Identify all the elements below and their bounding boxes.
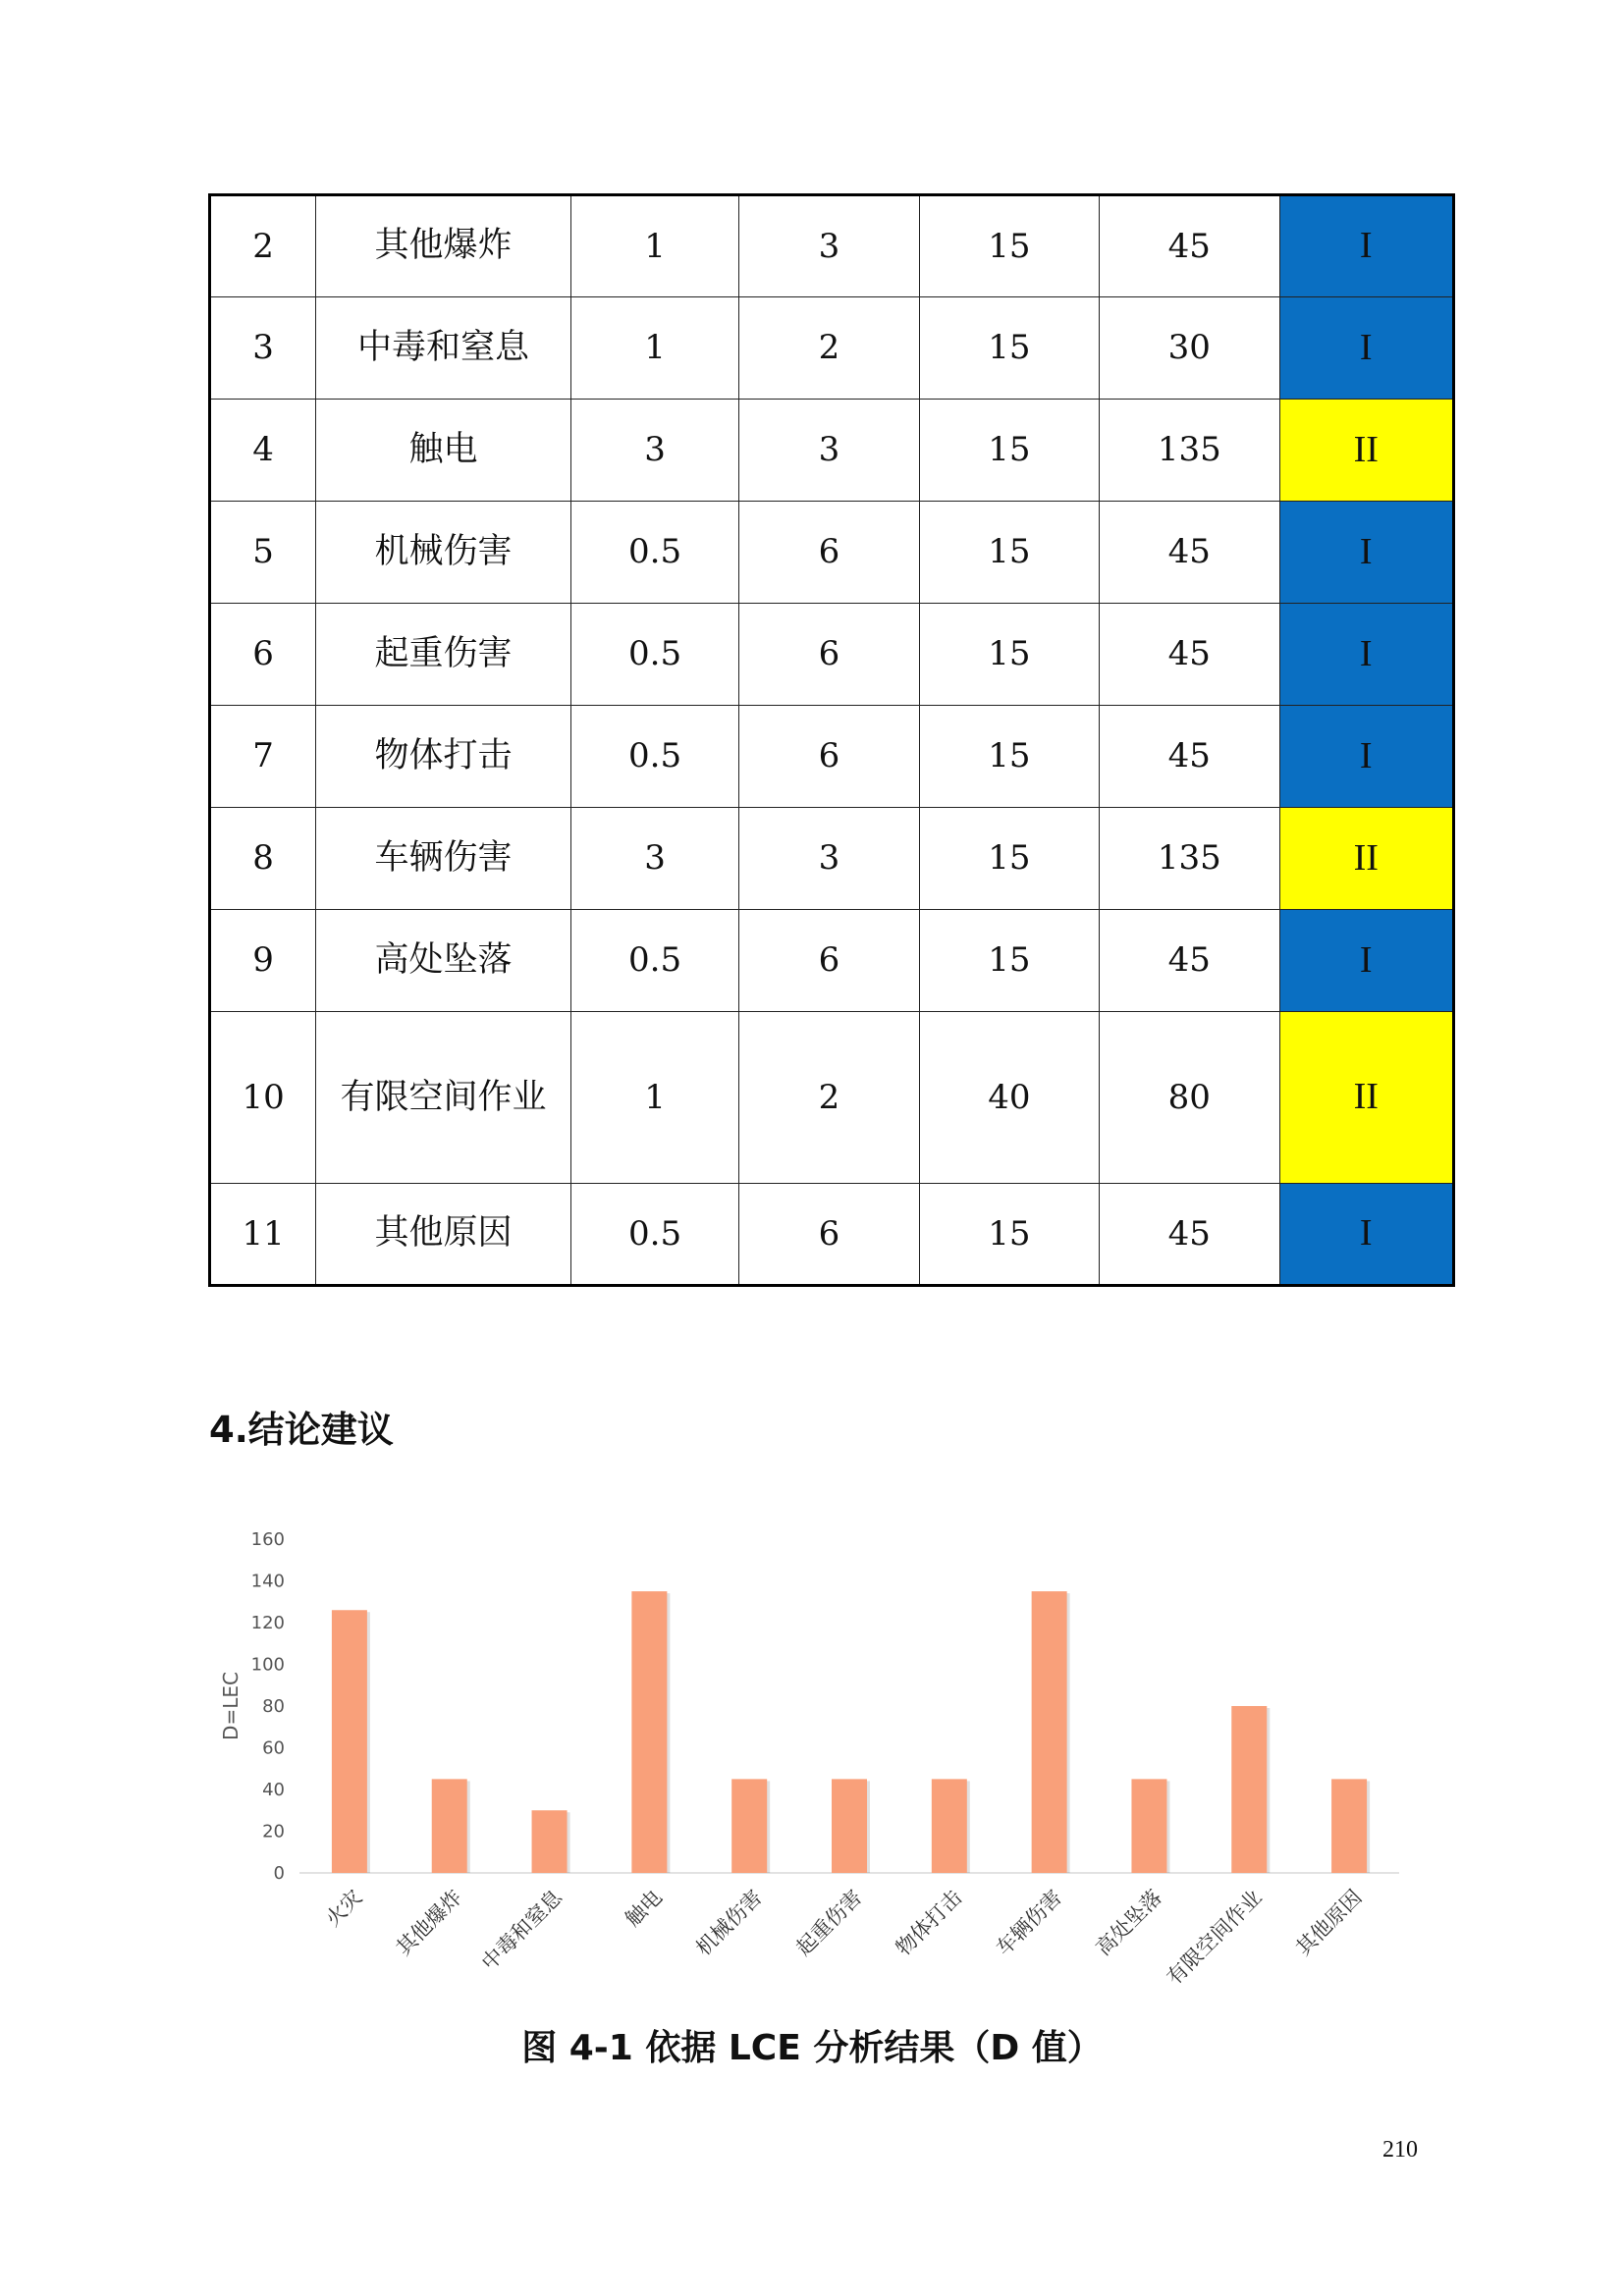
bar [1231, 1706, 1267, 1873]
consequence-cell: 15 [919, 297, 1099, 400]
category-label: 有限空间作业 [1162, 1885, 1267, 1990]
hazard-name-cell: 触电 [316, 400, 571, 502]
category-label: 高处坠落 [1091, 1885, 1166, 1960]
bar [1331, 1779, 1367, 1873]
row-number-cell: 6 [210, 604, 316, 706]
likelihood-cell: 3 [570, 808, 738, 910]
likelihood-cell: 1 [570, 297, 738, 400]
y-tick-label: 0 [273, 1863, 285, 1884]
category-label: 物体打击 [891, 1885, 967, 1960]
consequence-cell: 15 [919, 400, 1099, 502]
exposure-cell: 6 [739, 706, 919, 808]
exposure-cell: 3 [739, 808, 919, 910]
consequence-cell: 15 [919, 195, 1099, 297]
category-label: 中毒和窒息 [476, 1885, 568, 1975]
exposure-cell: 6 [739, 910, 919, 1012]
table-row [210, 297, 1454, 400]
likelihood-cell: 0.5 [570, 910, 738, 1012]
hazard-name-cell: 中毒和窒息 [316, 297, 571, 400]
bar [731, 1779, 767, 1873]
exposure-cell: 6 [739, 502, 919, 604]
y-tick-label: 160 [250, 1529, 285, 1550]
y-tick-label: 100 [250, 1654, 285, 1676]
likelihood-cell: 0.5 [570, 1184, 738, 1286]
hazard-name-cell: 其他原因 [316, 1184, 571, 1286]
table-row [210, 604, 1454, 706]
row-number-cell: 2 [210, 195, 316, 297]
category-label: 起重伤害 [791, 1885, 867, 1960]
d-value-cell: 80 [1100, 1012, 1279, 1184]
d-value-cell: 45 [1100, 1184, 1279, 1286]
consequence-cell: 40 [919, 1012, 1099, 1184]
risk-grade-cell: II [1279, 808, 1453, 910]
risk-grade-cell: I [1279, 502, 1453, 604]
bar [832, 1779, 867, 1873]
row-number-cell: 10 [210, 1012, 316, 1184]
category-label: 触电 [621, 1885, 667, 1932]
risk-grade-cell: I [1279, 195, 1453, 297]
d-value-cell: 45 [1100, 910, 1279, 1012]
d-value-cell: 135 [1100, 400, 1279, 502]
row-number-cell: 8 [210, 808, 316, 910]
table-row [210, 706, 1454, 808]
exposure-cell: 6 [739, 1184, 919, 1286]
risk-grade-cell: I [1279, 297, 1453, 400]
table-row [210, 195, 1454, 297]
risk-grade-cell: I [1279, 1184, 1453, 1286]
row-number-cell: 4 [210, 400, 316, 502]
table-body [210, 195, 1454, 1286]
bar [432, 1779, 467, 1873]
bar [532, 1810, 568, 1873]
table-row [210, 808, 1454, 910]
consequence-cell: 15 [919, 706, 1099, 808]
category-label: 其他原因 [1291, 1885, 1367, 1960]
section-heading: 4.结论建议 [209, 1409, 394, 1451]
row-number-cell: 5 [210, 502, 316, 604]
exposure-cell: 3 [739, 195, 919, 297]
bar [1131, 1779, 1166, 1873]
table-row [210, 1012, 1454, 1184]
row-number-cell: 11 [210, 1184, 316, 1286]
y-tick-label: 120 [250, 1613, 285, 1633]
exposure-cell: 3 [739, 400, 919, 502]
y-tick-label: 140 [250, 1571, 285, 1592]
d-value-cell: 135 [1100, 808, 1279, 910]
d-value-cell: 45 [1100, 502, 1279, 604]
table-row [210, 502, 1454, 604]
d-value-cell: 45 [1100, 706, 1279, 808]
consequence-cell: 15 [919, 502, 1099, 604]
category-label: 车辆伤害 [991, 1885, 1067, 1960]
likelihood-cell: 0.5 [570, 706, 738, 808]
likelihood-cell: 3 [570, 400, 738, 502]
hazard-name-cell: 车辆伤害 [316, 808, 571, 910]
hazard-name-cell: 物体打击 [316, 706, 571, 808]
bar [932, 1779, 967, 1873]
risk-grade-cell: I [1279, 604, 1453, 706]
hazard-name-cell: 有限空间作业 [316, 1012, 571, 1184]
bar [332, 1610, 367, 1873]
d-value-cell: 45 [1100, 195, 1279, 297]
likelihood-cell: 0.5 [570, 604, 738, 706]
likelihood-cell: 1 [570, 1012, 738, 1184]
risk-grade-cell: I [1279, 706, 1453, 808]
consequence-cell: 15 [919, 910, 1099, 1012]
table-row [210, 400, 1454, 502]
hazard-name-cell: 其他爆炸 [316, 195, 571, 297]
bar [1032, 1591, 1067, 1873]
hazard-name-cell: 机械伤害 [316, 502, 571, 604]
table-row [210, 910, 1454, 1012]
hazard-name-cell: 起重伤害 [316, 604, 571, 706]
row-number-cell: 3 [210, 297, 316, 400]
category-label: 火灾 [320, 1885, 367, 1932]
y-tick-label: 40 [262, 1780, 285, 1800]
category-label: 其他爆炸 [391, 1885, 467, 1960]
risk-grade-cell: II [1279, 1012, 1453, 1184]
y-tick-label: 60 [262, 1737, 285, 1759]
likelihood-cell: 0.5 [570, 502, 738, 604]
category-label: 机械伤害 [691, 1885, 767, 1960]
bar [631, 1591, 667, 1873]
consequence-cell: 15 [919, 1184, 1099, 1286]
page-number: 210 [1382, 2137, 1418, 2163]
hazard-name-cell: 高处坠落 [316, 910, 571, 1012]
y-tick-label: 20 [262, 1821, 285, 1842]
likelihood-cell: 1 [570, 195, 738, 297]
d-value-cell: 30 [1100, 297, 1279, 400]
risk-grade-cell: I [1279, 910, 1453, 1012]
consequence-cell: 15 [919, 808, 1099, 910]
row-number-cell: 7 [210, 706, 316, 808]
row-number-cell: 9 [210, 910, 316, 1012]
consequence-cell: 15 [919, 604, 1099, 706]
lce-bar-chart [196, 1502, 1434, 1993]
risk-grade-cell: II [1279, 400, 1453, 502]
figure-caption: 图 4-1 依据 LCE 分析结果（D 值） [521, 2028, 1103, 2068]
exposure-cell: 2 [739, 1012, 919, 1184]
risk-assessment-table [208, 193, 1455, 1287]
exposure-cell: 6 [739, 604, 919, 706]
exposure-cell: 2 [739, 297, 919, 400]
y-tick-label: 80 [262, 1696, 285, 1717]
y-axis-label: D=LEC [219, 1672, 243, 1740]
table-row [210, 1184, 1454, 1286]
d-value-cell: 45 [1100, 604, 1279, 706]
